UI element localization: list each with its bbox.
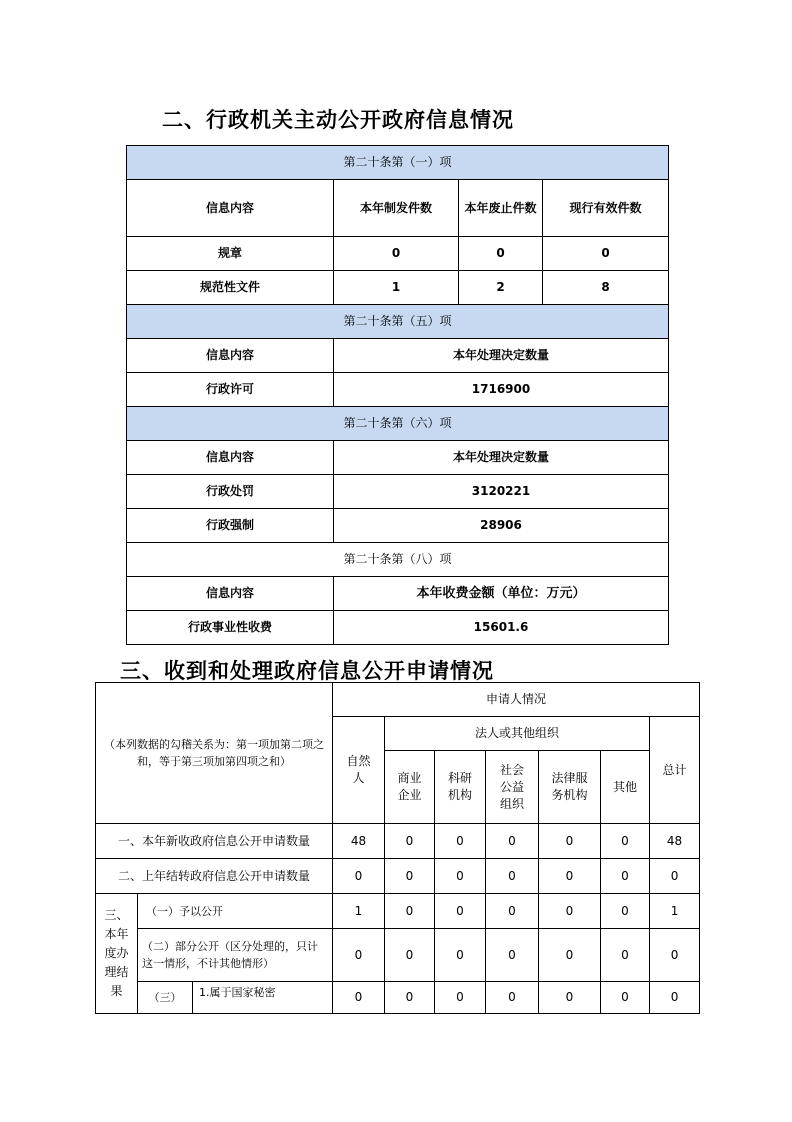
cell: 0 [539,982,601,1014]
header-info: 信息内容 [127,180,334,237]
cell: 0 [650,929,700,982]
row-name: 规范性文件 [127,271,334,305]
cell: 0 [435,982,486,1014]
cell: 0 [486,824,539,859]
row-name: 规章 [127,237,334,271]
cell: 0 [486,982,539,1014]
cell: 1716900 [334,373,669,407]
header-info: 信息内容 [127,339,334,373]
cell: 1 [334,271,459,305]
cell: 0 [385,929,435,982]
header-decisions: 本年处理决定数量 [334,339,669,373]
cell: 0 [333,929,385,982]
header-info: 信息内容 [127,577,334,611]
cell: 1 [333,894,385,929]
row2-label: 二、上年结转政府信息公开申请数量 [96,859,333,894]
cell: 0 [435,929,486,982]
cell: 0 [601,894,650,929]
cell: 0 [385,894,435,929]
header-decisions: 本年处理决定数量 [334,441,669,475]
header-fees: 本年收费金额（单位：万元） [334,577,669,611]
cell: 0 [539,929,601,982]
cell: 3120221 [334,475,669,509]
band-item6: 第二十条第（六）项 [127,407,669,441]
row-name: 行政强制 [127,509,334,543]
row3-r2-label: （二）部分公开（区分处理的，只计这一情形，不计其他情形） [138,929,333,982]
header-applicant: 申请人情况 [333,683,700,717]
cell: 0 [486,859,539,894]
header-issued: 本年制发件数 [334,180,459,237]
cell: 0 [601,824,650,859]
cell: 2 [459,271,543,305]
row-name: 行政事业性收费 [127,611,334,645]
cell: 0 [334,237,459,271]
cell: 0 [435,859,486,894]
header-col: 社会公益组织 [486,751,539,824]
cell: 0 [539,824,601,859]
cell: 0 [385,859,435,894]
proactive-disclosure-table [126,145,669,645]
cell: 0 [435,824,486,859]
cell: 0 [333,859,385,894]
header-legal: 法人或其他组织 [385,717,650,751]
section2-title: 二、行政机关主动公开政府信息情况 [162,108,514,132]
header-col: 其他 [601,751,650,824]
cell: 0 [459,237,543,271]
cell: 15601.6 [334,611,669,645]
cell: 0 [385,824,435,859]
cell: 0 [539,859,601,894]
cell: 0 [385,982,435,1014]
cell: 0 [486,929,539,982]
row3-r3-sub: 1.属于国家秘密 [193,982,333,1014]
row3-label: 三、本年度办理结果 [96,894,138,1014]
cell: 28906 [334,509,669,543]
cell: 0 [650,859,700,894]
row-name: 行政处罚 [127,475,334,509]
row-name: 行政许可 [127,373,334,407]
header-natural-person: 自然人 [333,717,385,824]
cell: 0 [486,894,539,929]
row1-label: 一、本年新收政府信息公开申请数量 [96,824,333,859]
cell: 0 [601,929,650,982]
cell: 8 [543,271,669,305]
cell: 0 [539,894,601,929]
application-table [95,682,700,1014]
band-item8: 第二十条第（八）项 [127,543,669,577]
cell: 0 [601,859,650,894]
cell: 48 [333,824,385,859]
cell: 0 [601,982,650,1014]
cell: 1 [650,894,700,929]
header-info: 信息内容 [127,441,334,475]
row3-r1-label: （一）予以公开 [138,894,333,929]
header-total: 总计 [650,717,700,824]
cell: 0 [435,894,486,929]
cell: 48 [650,824,700,859]
header-col: 法律服务机构 [539,751,601,824]
header-col: 商业企业 [385,751,435,824]
header-abolished: 本年废止件数 [459,180,543,237]
header-col: 科研机构 [435,751,486,824]
row3-r3-label: （三） [138,982,193,1014]
section3-title: 三、收到和处理政府信息公开申请情况 [120,659,494,683]
header-note: （本列数据的勾稽关系为：第一项加第二项之和，等于第三项加第四项之和） [96,683,333,824]
header-valid: 现行有效件数 [543,180,669,237]
cell: 0 [650,982,700,1014]
cell: 0 [543,237,669,271]
band-item1: 第二十条第（一）项 [127,146,669,180]
cell: 0 [333,982,385,1014]
band-item5: 第二十条第（五）项 [127,305,669,339]
